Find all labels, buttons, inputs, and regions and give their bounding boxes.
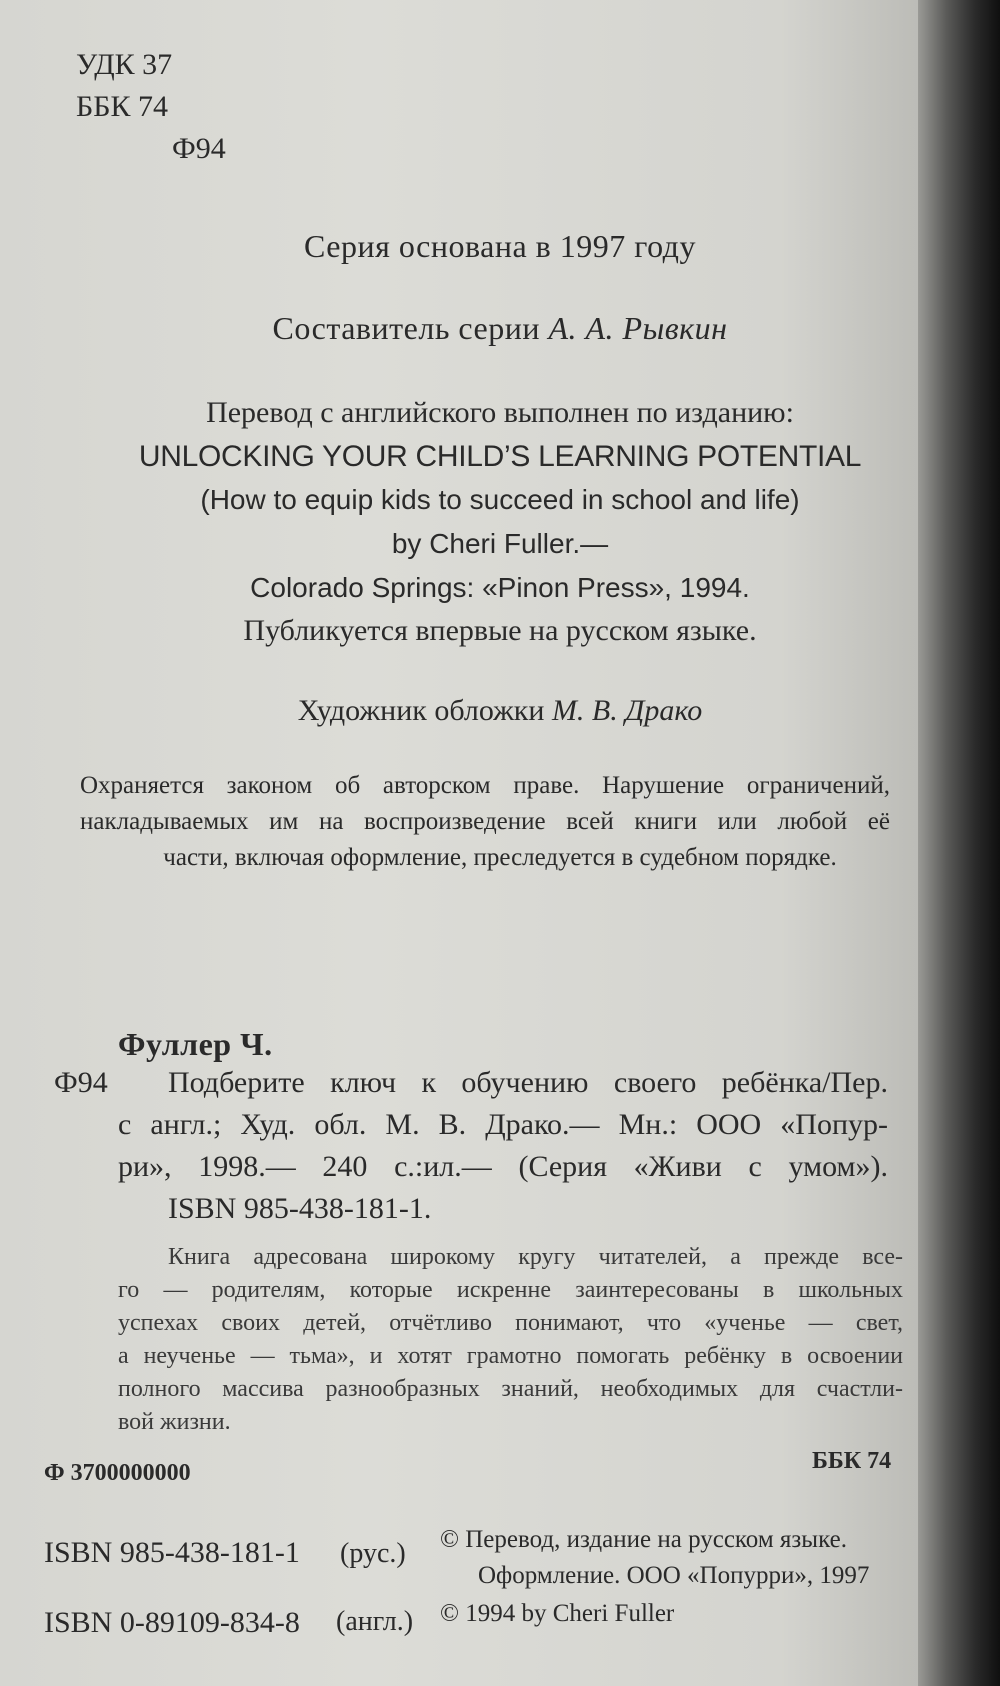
series-compiler-label: Составитель серии bbox=[272, 310, 549, 346]
copyright-line-2: накладываемых им на воспроизведение всей книги или любой её bbox=[80, 808, 890, 835]
isbn-english-lang: (англ.) bbox=[336, 1606, 414, 1637]
annotation-line-6: вой жизни. bbox=[118, 1409, 231, 1435]
original-subtitle: (How to equip kids to succeed in school and life) bbox=[200, 484, 800, 515]
bbk-code: ББК 74 bbox=[76, 90, 168, 123]
book-spine-shadow bbox=[918, 0, 1000, 1686]
annotation-line-4: а неученье — тьма», и хотят грамотно помогать ребёнку в освоении bbox=[118, 1343, 903, 1369]
annotation-line-1: Книга адресована широкому кругу читателей, а прежде все- bbox=[168, 1244, 903, 1270]
annotation-line-3: успехах своих детей, отчётливо понимают, что «ученье — свет, bbox=[118, 1310, 903, 1336]
catalog-code: Ф94 bbox=[54, 1066, 108, 1099]
catalog-line-1: Подберите ключ к обучению своего ребёнка/Пер. bbox=[168, 1066, 888, 1099]
catalog-line-2: с англ.; Худ. обл. М. В. Драко.— Мн.: ООО «Попур- bbox=[118, 1108, 888, 1141]
series-founded: Серия основана в 1997 году bbox=[304, 228, 696, 264]
footer-bbk: ББК 74 bbox=[812, 1448, 892, 1474]
copyright-russian-edition: © Перевод, издание на русском языке. bbox=[440, 1526, 847, 1553]
isbn-russian: ISBN 985-438-181-1 bbox=[44, 1536, 300, 1569]
cover-artist-label: Художник обложки bbox=[297, 694, 552, 727]
copyright-original: © 1994 by Cheri Fuller bbox=[440, 1600, 675, 1627]
isbn-russian-lang: (рус.) bbox=[340, 1538, 406, 1569]
cover-artist-name: М. В. Драко bbox=[551, 694, 703, 727]
annotation-line-2: го — родителям, которые искренне заинтересованы в школьных bbox=[118, 1277, 903, 1303]
series-compiler bbox=[0, 310, 1000, 347]
copyright-line-1: Охраняется законом об авторском праве. Нарушение ограничений, bbox=[80, 772, 890, 799]
copyright-design: Оформление. ООО «Попурри», 1997 bbox=[478, 1562, 870, 1589]
series-compiler-name: А. А. Рывкин bbox=[548, 310, 728, 346]
original-author: by Cheri Fuller.— bbox=[391, 528, 609, 559]
udk-code: УДК 37 bbox=[76, 48, 173, 81]
catalog-line-3: ри», 1998.— 240 с.:ил.— (Серия «Живи с умом»). bbox=[118, 1150, 888, 1183]
isbn-english: ISBN 0-89109-834-8 bbox=[44, 1606, 300, 1639]
original-title: UNLOCKING YOUR CHILD’S LEARNING POTENTIAL bbox=[138, 440, 862, 473]
translation-intro: Перевод с английского выполнен по изданию: bbox=[206, 396, 794, 429]
cover-artist bbox=[0, 694, 1000, 728]
first-publication-note: Публикуется впервые на русском языке. bbox=[243, 614, 757, 647]
original-publisher: Colorado Springs: «Pinon Press», 1994. bbox=[250, 572, 750, 603]
author-sign-code: Ф94 bbox=[172, 132, 226, 165]
copyright-line-3: части, включая оформление, преследуется в судебном порядке. bbox=[163, 844, 837, 871]
catalog-isbn: ISBN 985-438-181-1. bbox=[168, 1192, 432, 1225]
catalog-author: Фуллер Ч. bbox=[118, 1026, 273, 1062]
f-code: Ф 3700000000 bbox=[44, 1460, 191, 1486]
annotation-line-5: полного массива разнообразных знаний, необходимых для счастли- bbox=[118, 1376, 903, 1402]
